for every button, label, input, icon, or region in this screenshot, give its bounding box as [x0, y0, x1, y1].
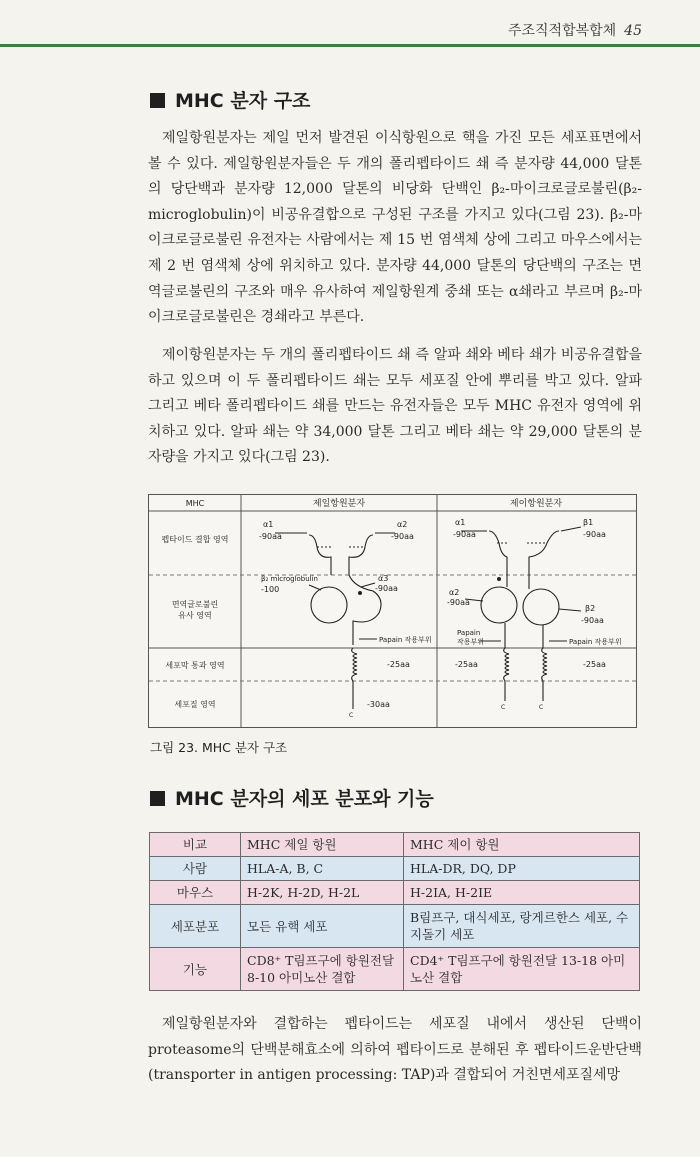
- table-cell: CD4⁺ T림프구에 항원전달 13-18 아미노산 결합: [404, 948, 640, 991]
- label-a2-right-aa: -90aa: [447, 598, 470, 607]
- label-tm-mid: -25aa: [455, 660, 478, 669]
- section-heading-distribution: [150, 784, 434, 811]
- table-cell: 기능: [150, 948, 241, 991]
- label-a2-left: α2: [397, 520, 408, 529]
- col-header-class1: 제일항원분자: [312, 499, 366, 509]
- row-label-ig-2: 유사 영역: [178, 611, 212, 620]
- mhc-diagram: [149, 495, 636, 727]
- square-bullet-icon: [150, 791, 165, 806]
- paragraph-class2: 제이항원분자는 두 개의 폴리펩타이드 쇄 즉 알파 쇄와 베타 쇄가 비공유결합을 하고 있으며 이 두 폴리펩타이드 쇄는 모두 세포질 안에 뿌리를 박고 있다. 알파 그리고 베타 폴리펩타이드 쇄를 만드는 유전자들은 모두 MHC 유전자 영역에 위치하고 있다. 알파 쇄는 약 34,000 달톤 그리고 베타 쇄는 약 29,000 달톤의 분자량을 가지고 있다(그림 23).: [148, 347, 642, 466]
- table-cell: 마우스: [150, 881, 241, 905]
- table-row: [150, 948, 640, 991]
- table-cell: H-2IA, H-2IE: [404, 881, 640, 905]
- label-a2-left-aa: -90aa: [391, 532, 414, 541]
- label-papain-left: Papain 작용부위: [379, 636, 432, 644]
- label-c-right: C: [539, 704, 544, 711]
- table-cell: HLA-DR, DQ, DP: [404, 857, 640, 881]
- label-b2m: β₂ microglobulin: [261, 575, 318, 583]
- label-a1-left: α1: [263, 520, 274, 529]
- label-b1-right: β1: [583, 518, 594, 527]
- label-a1-left-aa: -90aa: [259, 532, 282, 541]
- figure-mhc-structure: [148, 494, 637, 728]
- figure-caption: 그림 23. MHC 분자 구조: [150, 740, 288, 755]
- label-c-left: C: [349, 712, 354, 719]
- row-label-ig-1: 면역글로불린: [171, 600, 219, 609]
- section-heading-text: MHC 분자 구조: [175, 90, 311, 112]
- row-label-tm: 세포막 통과 영역: [165, 661, 225, 670]
- label-a3-aa: -90aa: [375, 584, 398, 593]
- mhc-comparison-table: [149, 832, 640, 991]
- paragraph-class1: 제일항원분자는 제일 먼저 발견된 이식항원으로 핵을 가진 모든 세포표면에서 볼 수 있다. 제일항원분자들은 두 개의 폴리펩타이드 쇄 즉 분자량 44,000 달톤의 당단백과 분자량 12,000 달톤의 비당화 단백인 β₂-마이크로글로불린(β₂-microglobulin)이 비공유결합으로 구성된 구조를 가지고 있다(그림 23). β₂-마이크로글로불린 유전자는 사람에서는 제 15 번 염색체 상에 그리고 마우스에서는 제 2 번 염색체 상에 위치하고 있다. 분자량 44,000 달톤의 당단백의 구조는 면역글로불린의 구조와 매우 유사하여 제일항원계 중쇄 또는 α쇄라고 부르며 β₂-마이크로글로불린은 경쇄라고 부른다.: [148, 130, 642, 326]
- table-cell: 모든 유핵 세포: [241, 905, 404, 948]
- table-row: [150, 905, 640, 948]
- table-cell: 사람: [150, 857, 241, 881]
- table-cell: CD8⁺ T림프구에 항원전달 8-10 아미노산 결합: [241, 948, 404, 991]
- table-cell: MHC 제이 항원: [404, 833, 640, 857]
- label-a2-right: α2: [449, 588, 460, 597]
- table-cell: H-2K, H-2D, H-2L: [241, 881, 404, 905]
- label-tm-left: -25aa: [387, 660, 410, 669]
- row-label-cyto: 세포질 영역: [174, 700, 216, 709]
- label-b2-right-aa: -90aa: [581, 616, 604, 625]
- section-heading-text: MHC 분자의 세포 분포와 기능: [175, 788, 434, 810]
- label-c-mid: C: [501, 704, 506, 711]
- label-papain-mid-1: Papain: [457, 629, 481, 637]
- label-tm-right: -25aa: [583, 660, 606, 669]
- table-row: [150, 881, 640, 905]
- label-a1-right-aa: -90aa: [453, 530, 476, 539]
- square-bullet-icon: [150, 93, 165, 108]
- label-b2-right: β2: [585, 604, 596, 613]
- header-rule: [0, 44, 700, 47]
- label-a3: α3: [378, 574, 389, 583]
- col-header-mhc: MHC: [185, 499, 205, 508]
- col-header-class2: 제이항원분자: [509, 499, 563, 509]
- label-b1-right-aa: -90aa: [583, 530, 606, 539]
- label-b2m-aa: -100: [261, 585, 280, 594]
- section-heading-structure: [150, 86, 310, 113]
- label-papain-right: Papain 작용부위: [569, 638, 622, 646]
- table-row: [150, 833, 640, 857]
- table-cell: B림프구, 대식세포, 랑게르한스 세포, 수지돌기 세포: [404, 905, 640, 948]
- table-cell: HLA-A, B, C: [241, 857, 404, 881]
- label-papain-mid-2: 작용부위: [457, 638, 485, 646]
- label-a1-right: α1: [455, 518, 466, 527]
- label-cyto-left: -30aa: [367, 700, 390, 709]
- running-head: [508, 20, 642, 40]
- class1-molecule: [275, 533, 395, 709]
- table-cell: 비교: [150, 833, 241, 857]
- paragraph-peptide-binding: 제일항원분자와 결합하는 펩타이드는 세포질 내에서 생산된 단백이 proteasome의 단백분해효소에 의하여 펩타이드로 분해된 후 펩타이드운반단백(transporter in antigen processing: TAP)과 결합되어 거친면세포질세망: [148, 1016, 642, 1084]
- table-row: [150, 857, 640, 881]
- table-cell: 세포분포: [150, 905, 241, 948]
- class2-molecule: [461, 527, 581, 701]
- page-number: 45: [624, 23, 642, 39]
- chapter-title: 주조직적합복합체: [507, 23, 617, 39]
- row-label-peptide: 펩타이드 결합 영역: [161, 535, 229, 544]
- table-cell: MHC 제일 항원: [241, 833, 404, 857]
